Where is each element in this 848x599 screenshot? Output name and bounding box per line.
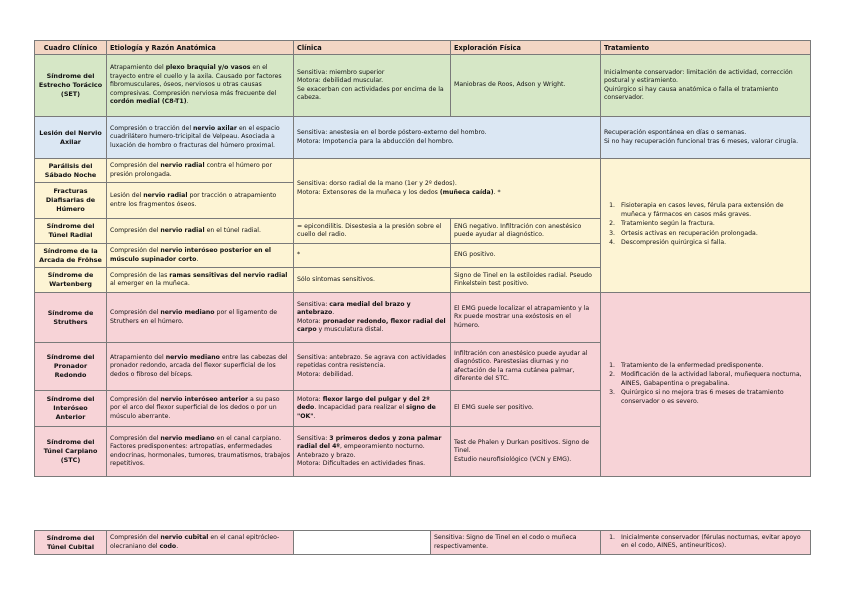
row-sabado-noche (35, 159, 811, 183)
row-name: Síndrome del Túnel Carpiano (STC) (35, 427, 107, 477)
exploracion-cell: Infiltración con anestésico puede ayudar al diagnóstico. Parestesias diurnas y no afectación de la rama cutánea palmar, diferente del STC. (451, 343, 601, 391)
exploracion-cell: ENG positivo. (451, 244, 601, 268)
etiologia-cell: Compresión del nervio interóseo posterior en el músculo supinador corto. (107, 244, 294, 268)
etiologia-cell: Compresión del nervio mediano en el canal carpiano. Factores predisponentes: artropatías, enfermedades endocrinas, hormonales, tumores, traumatismos, trabajos repetitivos. (107, 427, 294, 477)
empty-cell (294, 531, 431, 555)
row-name: Síndrome del Túnel Cubital (35, 531, 107, 555)
row-name: Síndrome del Pronador Redondo (35, 343, 107, 391)
row-name: Fracturas Diafisarias de Húmero (35, 183, 107, 219)
tratamiento-cell: 1. Tratamiento de la enfermedad predisponente. 2. Modificación de la actividad laboral, muñequera nocturna, AINES, Gabapentina o pregabalina. 3. Quirúrgico si no mejora tras 6 meses de tratamiento conservador o es severo. (601, 293, 811, 477)
exploracion-cell: ENG negativo. Infiltración con anestésico puede ayudar al diagnóstico. (451, 219, 601, 244)
row-name: Síndrome de Wartenberg (35, 268, 107, 293)
etiologia-cell: Compresión del nervio radial en el túnel radial. (107, 219, 294, 244)
exploracion-cell: El EMG suele ser positivo. (451, 391, 601, 427)
clinica-cell: Sólo síntomas sensitivos. (294, 268, 451, 293)
clinica-cell: Sensitiva: antebrazo. Se agrava con actividades repetidas contra resistencia. Motora: debilidad. (294, 343, 451, 391)
clinica-cell: Sensitiva: 3 primeros dedos y zona palmar radial del 4º, empeoramiento nocturno. Antebrazo y brazo. Motora: Dificultades en actividades finas. (294, 427, 451, 477)
etiologia-cell: Compresión de las ramas sensitivas del nervio radial al emerger en la muñeca. (107, 268, 294, 293)
cubital-table (34, 530, 811, 555)
clinica-cell: = epicondilitis. Disestesia a la presión sobre el cuello del radio. (294, 219, 451, 244)
row-name: Lesión del Nervio Axilar (35, 117, 107, 159)
etiologia-cell: Compresión del nervio cubital en el canal epitróclео-olecraniano del codo. (107, 531, 294, 555)
header-row (35, 41, 811, 55)
etiologia-cell: Atrapamiento del plexo braquial y/o vasos en el trayecto entre el cuello y la axila. Causado por factores fibromusculares, óseos, nerviosos u otras causas compresivas. Compresión nerviosa más frecuente del cordón medial (C8-T1). (107, 55, 294, 117)
header-etiologia: Etiología y Razón Anatómica (107, 41, 294, 55)
row-name: Síndrome del Interóseo Anterior (35, 391, 107, 427)
row-axilar (35, 117, 811, 159)
etiologia-cell: Compresión o tracción del nervio axilar en el espacio cuadrilátero humero-tricipital de Velpeau. Asociada a luxación de hombro o fracturas del húmero proximal. (107, 117, 294, 159)
etiologia-cell: Compresión del nervio interóseo anterior a su paso por el arco del flexor superficial de los dedos o por un músculo aberrante. (107, 391, 294, 427)
clinica-cell: Motora: flexor largo del pulgar y del 2º dedo. Incapacidad para realizar el signo de "OK". (294, 391, 451, 427)
row-name: Síndrome del Estrecho Torácico (SET) (35, 55, 107, 117)
row-name: Síndrome de Struthers (35, 293, 107, 343)
exploracion-cell: Test de Phalen y Durkan positivos. Signo de Tinel. Estudio neurofisiológico (VCN y EMG). (451, 427, 601, 477)
header-clinica: Clínica (294, 41, 451, 55)
exploracion-cell: El EMG puede localizar el atrapamiento y la Rx puede mostrar una exóstosis en el húmero. (451, 293, 601, 343)
tratamiento-cell: 1. Fisioterapia en casos leves, férula para extensión de muñeca y fármacos en casos más graves. 2. Tratamiento según la fractura. 3. Ortesis activas en recuperación prolongada. 4. Descompresión quirúrgica si falla. (601, 159, 811, 293)
header-cuadro: Cuadro Clínico (35, 41, 107, 55)
row-set (35, 55, 811, 117)
row-name: Parálisis del Sábado Noche (35, 159, 107, 183)
clinica-cell: Sensitiva: Signo de Tinel en el codo o muñeca respectivamente. (431, 531, 601, 555)
tratamiento-cell: Recuperación espontánea en días o semanas. Si no hay recuperación funcional tras 6 meses, valorar cirugía. (601, 117, 811, 159)
tratamiento-cell: Inicialmente conservador: limitación de actividad, corrección postural y estiramiento. Quirúrgico si hay causa anatómica o falla el tratamiento conservador. (601, 55, 811, 117)
etiologia-cell: Lesión del nervio radial por tracción o atrapamiento entre los fragmentos óseos. (107, 183, 294, 219)
clinica-cell: * (294, 244, 451, 268)
clinica-cell: Sensitiva: anestesia en el borde póstero-externo del hombro. Motora: Impotencia para la abducción del hombro. (294, 117, 601, 159)
row-struthers (35, 293, 811, 343)
etiologia-cell: Compresión del nervio radial contra el húmero por presión prolongada. (107, 159, 294, 183)
clinica-cell: Sensitiva: cara medial del brazo y antebrazo. Motora: pronador redondo, flexor radial del carpo y musculatura distal. (294, 293, 451, 343)
exploracion-cell: Signo de Tinel en la estiloides radial. Pseudo Finkelstein test positivo. (451, 268, 601, 293)
etiologia-cell: Atrapamiento del nervio mediano entre las cabezas del pronador redondo, arcada del flexor superficial de los dedos o fibroso del bíceps. (107, 343, 294, 391)
clinica-cell: Sensitiva: miembro superior Motora: debilidad muscular. Se exacerban con actividades por encima de la cabeza. (294, 55, 451, 117)
row-name: Síndrome de la Arcada de Fröhse (35, 244, 107, 268)
etiologia-cell: Compresión del nervio mediano por el ligamento de Struthers en el húmero. (107, 293, 294, 343)
row-name: Síndrome del Túnel Radial (35, 219, 107, 244)
header-exploracion: Exploración Física (451, 41, 601, 55)
clinica-shared-cell: Sensitiva: dorso radial de la mano (1er y 2º dedos). Motora: Extensores de la muñeca y los dedos (muñeca caída). * (294, 159, 601, 219)
header-tratamiento: Tratamiento (601, 41, 811, 55)
clinical-table (34, 40, 811, 477)
tratamiento-cell: 1. Inicialmente conservador (férulas nocturnas, evitar apoyo en el codo, AINES, antineuríticos). (601, 531, 811, 555)
exploracion-cell: Maniobras de Roos, Adson y Wright. (451, 55, 601, 117)
row-tunel-cubital (35, 531, 811, 555)
